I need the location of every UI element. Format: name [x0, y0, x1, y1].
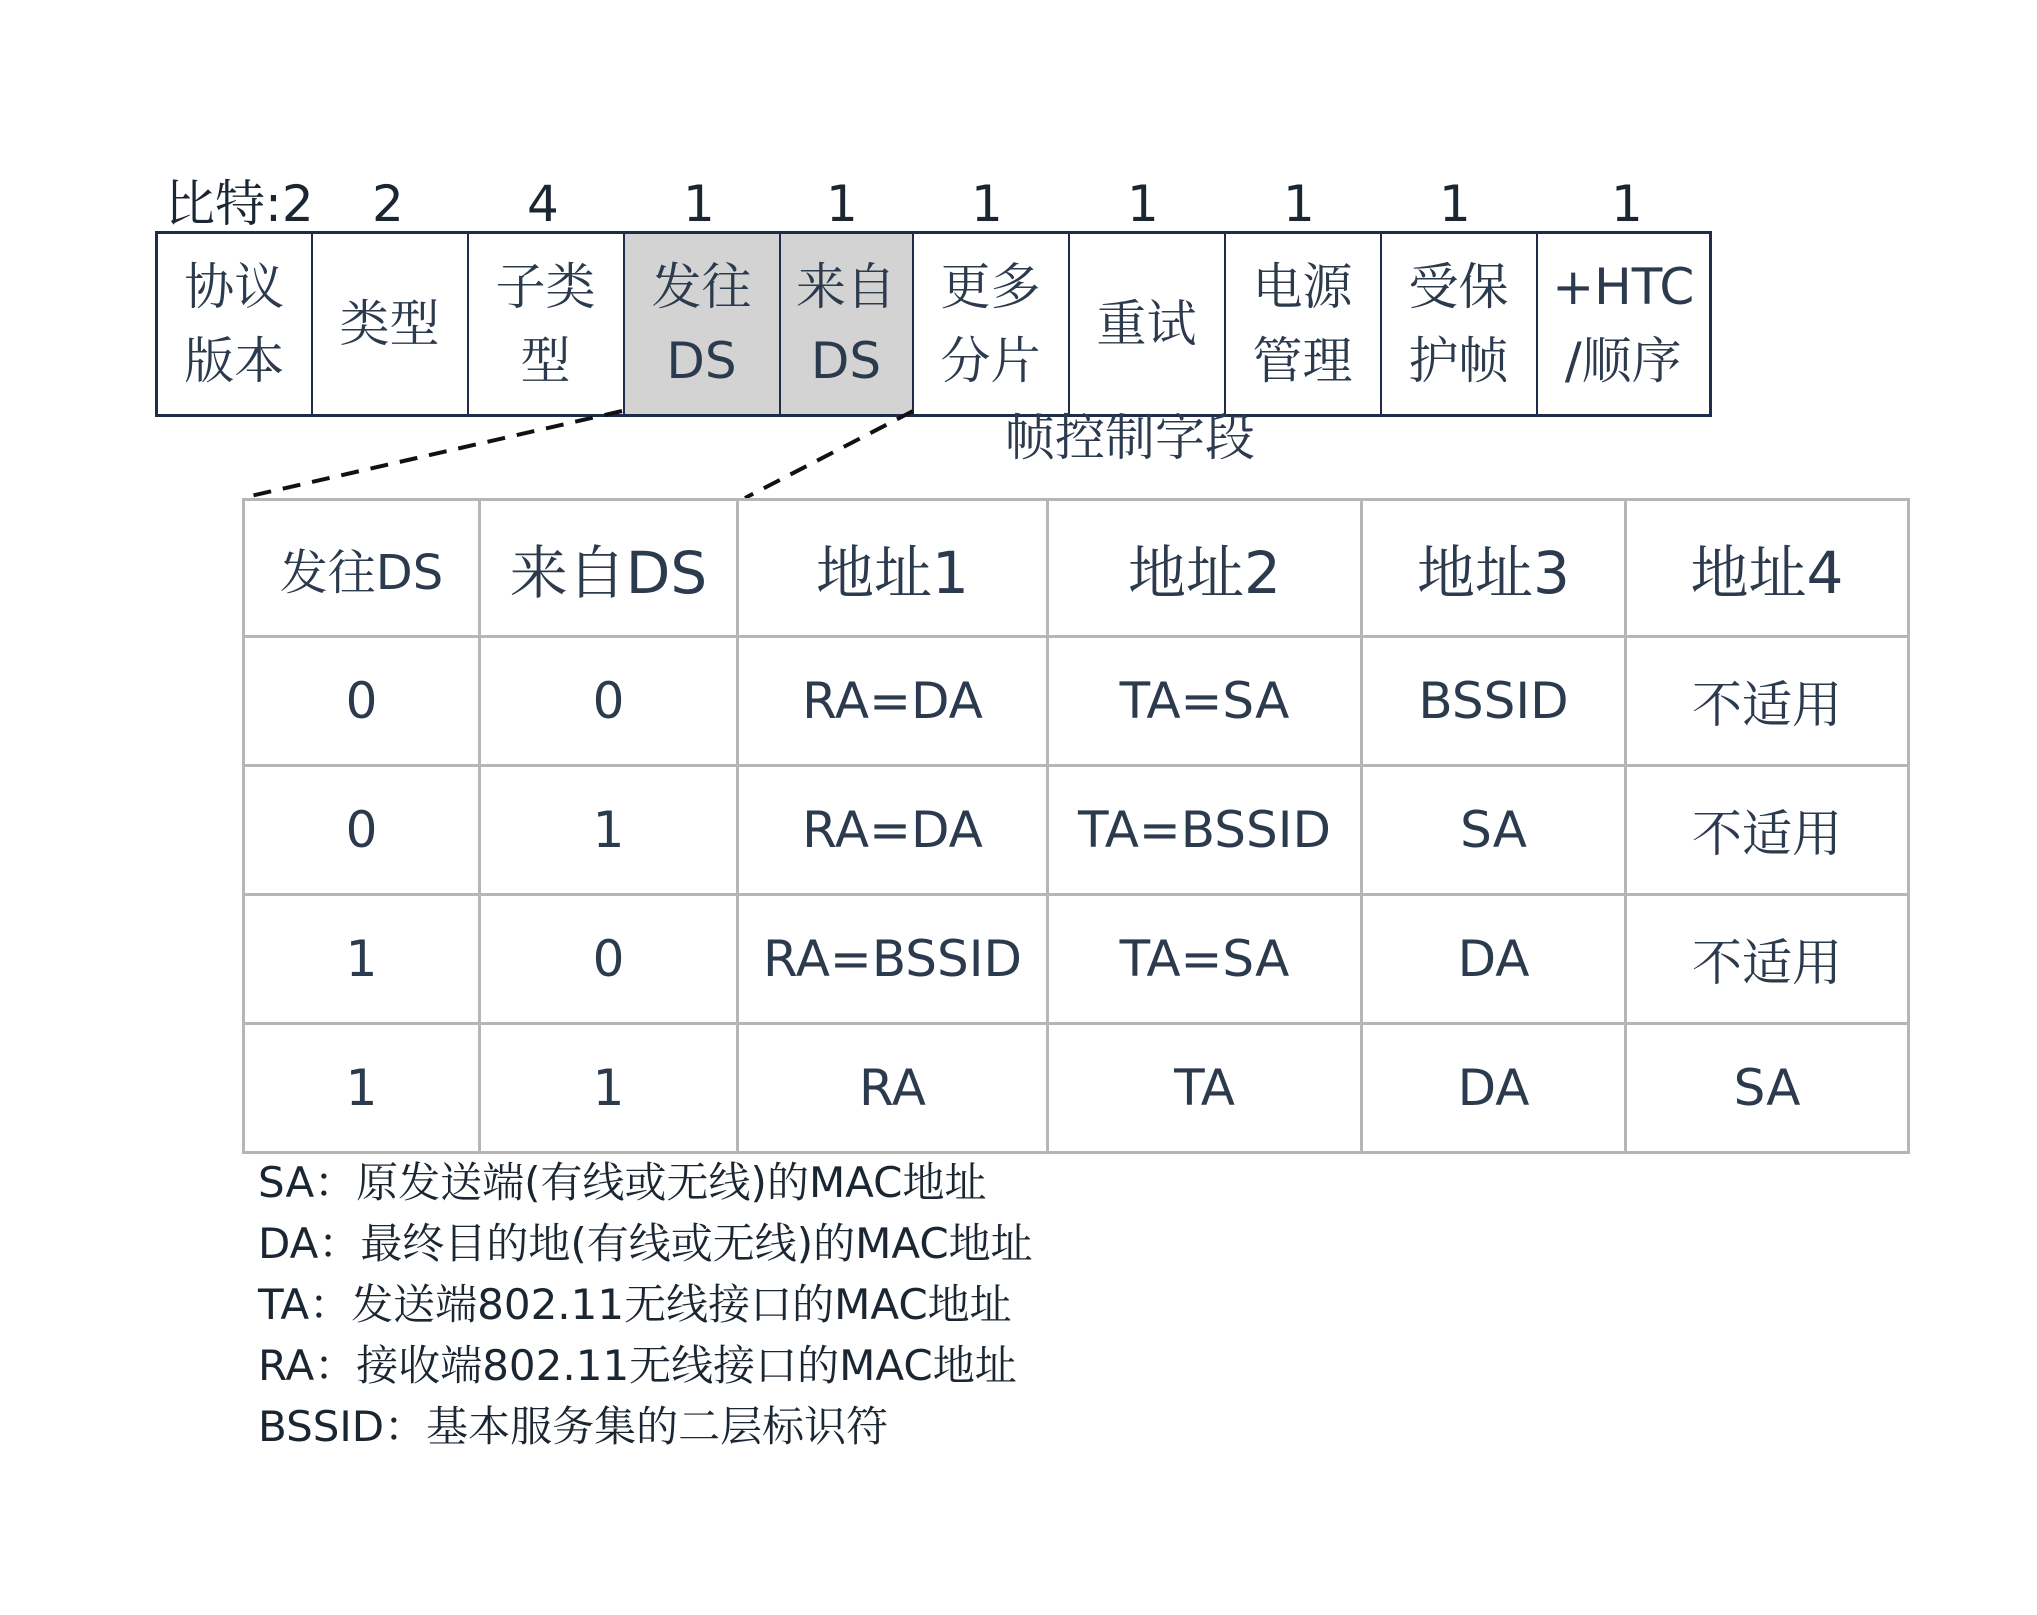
field-line: DS: [810, 332, 882, 390]
bit-width-type: 2: [372, 175, 404, 233]
field-line: +HTC: [1552, 258, 1695, 316]
cell-to-ds: 0: [244, 766, 480, 895]
cell-address-1: RA=DA: [738, 637, 1048, 766]
cell-address-2: TA=BSSID: [1048, 766, 1362, 895]
cell-address-4: 不适用: [1626, 637, 1909, 766]
table-row: [244, 1024, 1909, 1153]
field-line: 更多: [940, 258, 1041, 316]
bit-width-subtype: 4: [527, 175, 559, 233]
legend-item-ta: TA：发送端802.11无线接口的MAC地址: [258, 1280, 1012, 1329]
field-line: 版本: [184, 332, 285, 390]
cell-address-1: RA: [738, 1024, 1048, 1153]
cell-from-ds: 0: [480, 895, 738, 1024]
bit-width-from-ds: 1: [826, 175, 858, 233]
cell-from-ds: 1: [480, 766, 738, 895]
cell-address-2: TA=SA: [1048, 895, 1362, 1024]
legend-item-bssid: BSSID：基本服务集的二层标识符: [258, 1402, 889, 1451]
cell-address-4: 不适用: [1626, 766, 1909, 895]
legend-item-da: DA：最终目的地(有线或无线)的MAC地址: [258, 1219, 1033, 1268]
field-line: 发往: [651, 258, 752, 316]
table-header-row: [244, 500, 1909, 637]
bit-width-protocol-version: 比特:2: [165, 175, 314, 233]
connector-right-dashed-line: [745, 411, 913, 498]
cell-to-ds: 1: [244, 895, 480, 1024]
bit-width-retry: 1: [1127, 175, 1159, 233]
field-line: 分片: [940, 332, 1041, 390]
field-line: 电源: [1252, 258, 1353, 316]
field-line: 子类: [495, 258, 596, 316]
ds-address-table: [242, 498, 1910, 1154]
legend-item-sa: SA：原发送端(有线或无线)的MAC地址: [258, 1158, 987, 1207]
cell-address-4: 不适用: [1626, 895, 1909, 1024]
cell-address-3: BSSID: [1362, 637, 1626, 766]
bit-width-to-ds: 1: [683, 175, 715, 233]
field-line: 重试: [1096, 295, 1197, 353]
header-from-ds: 来自DS: [480, 500, 738, 637]
field-line: /顺序: [1564, 332, 1682, 390]
cell-from-ds: 0: [480, 637, 738, 766]
field-line: 护帧: [1408, 332, 1509, 390]
connector-left-dashed-line: [242, 411, 622, 498]
cell-to-ds: 0: [244, 637, 480, 766]
header-address-3: 地址3: [1362, 500, 1626, 637]
header-address-2: 地址2: [1048, 500, 1362, 637]
cell-address-2: TA: [1048, 1024, 1362, 1153]
header-address-1: 地址1: [738, 500, 1048, 637]
cell-address-1: RA=BSSID: [738, 895, 1048, 1024]
header-to-ds: 发往DS: [244, 500, 480, 637]
field-line: 来自: [796, 258, 896, 316]
table-row: [244, 766, 1909, 895]
bit-width-protected-frame: 1: [1439, 175, 1471, 233]
cell-address-2: TA=SA: [1048, 637, 1362, 766]
legend-item-ra: RA：接收端802.11无线接口的MAC地址: [258, 1341, 1017, 1390]
field-line: 类型: [339, 295, 440, 353]
cell-address-1: RA=DA: [738, 766, 1048, 895]
cell-address-3: DA: [1362, 1024, 1626, 1153]
field-line: 型: [520, 332, 571, 390]
cell-address-4: SA: [1626, 1024, 1909, 1153]
bit-width-more-fragments: 1: [971, 175, 1003, 233]
field-line: 管理: [1252, 332, 1353, 390]
table-row: [244, 637, 1909, 766]
frame-control-caption: 帧控制字段: [1005, 409, 1255, 467]
table-row: [244, 895, 1909, 1024]
cell-from-ds: 1: [480, 1024, 738, 1153]
cell-address-3: SA: [1362, 766, 1626, 895]
field-line: DS: [666, 332, 737, 390]
abbreviation-legend: [258, 1152, 1033, 1457]
cell-address-3: DA: [1362, 895, 1626, 1024]
bit-width-power-management: 1: [1283, 175, 1315, 233]
bit-width-htc-order: 1: [1611, 175, 1643, 233]
field-line: 受保: [1408, 258, 1509, 316]
cell-to-ds: 1: [244, 1024, 480, 1153]
field-line: 协议: [184, 258, 285, 316]
header-address-4: 地址4: [1626, 500, 1909, 637]
